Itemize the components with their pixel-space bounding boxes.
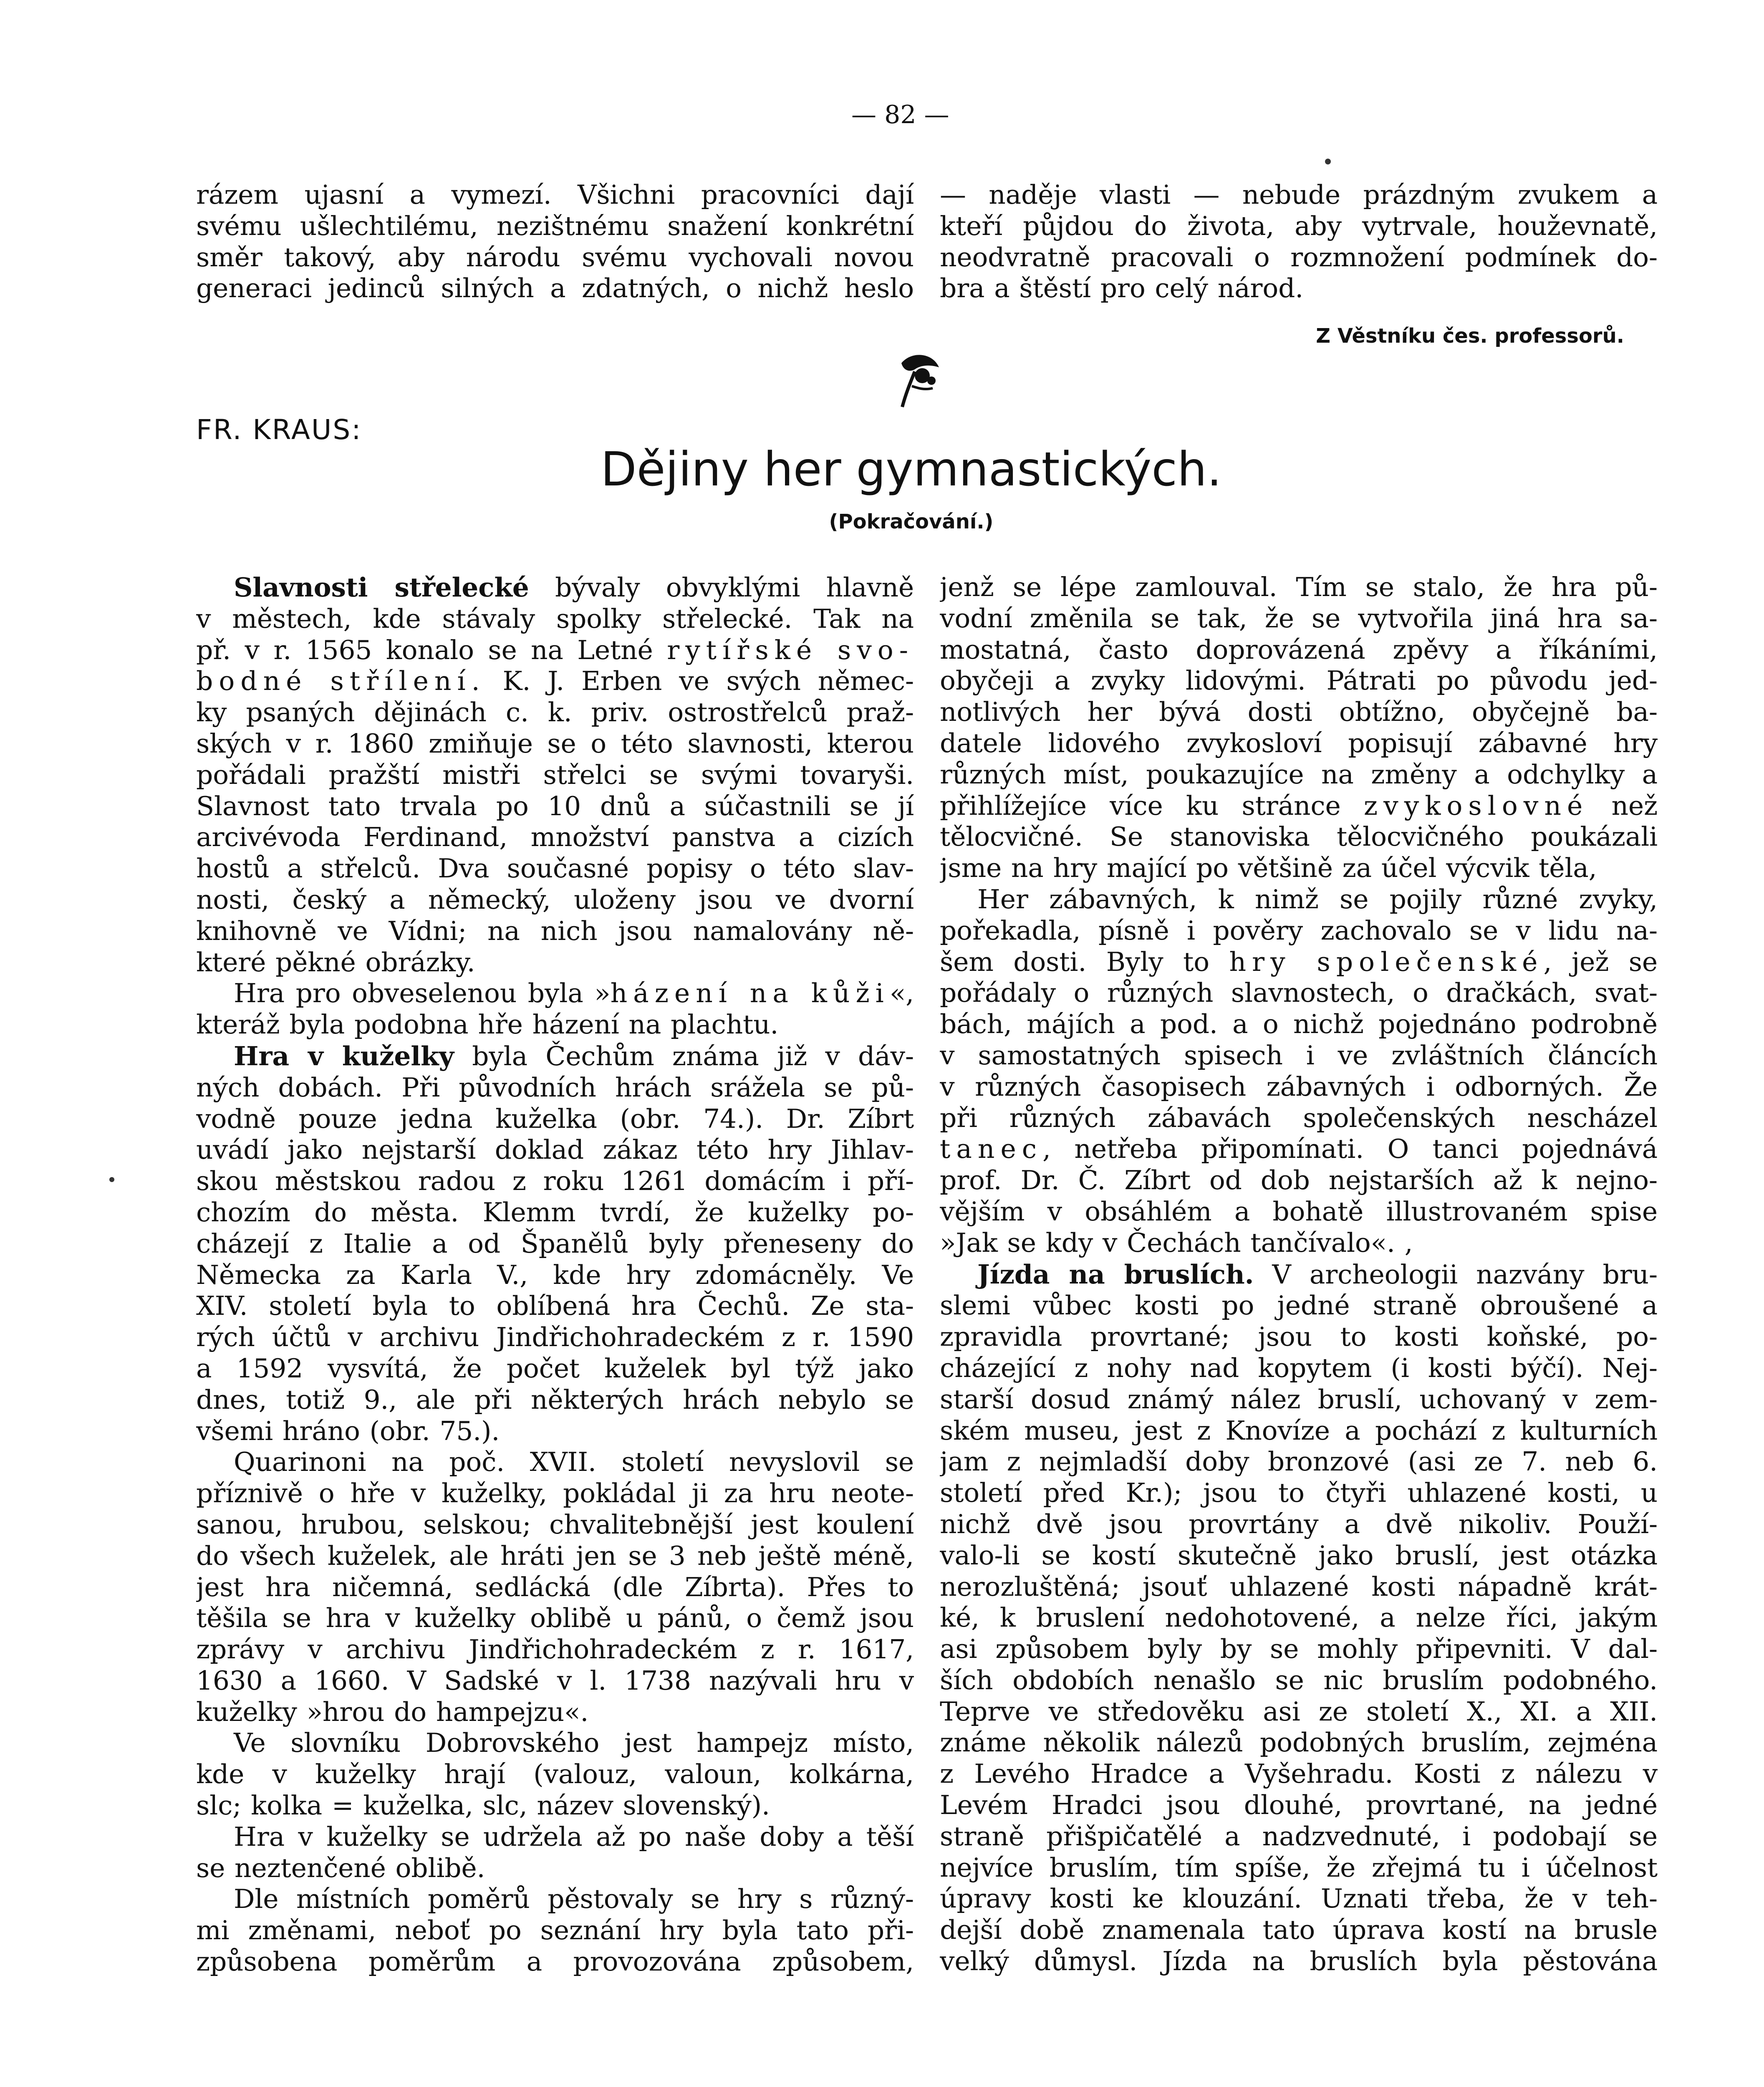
top-left-continuation xyxy=(196,179,914,304)
text-line: skou městskou radou z roku 1261 domácím i pří- xyxy=(196,1166,914,1197)
text-line: Ve slovníku Dobrovského jest hampejz místo, xyxy=(234,1728,914,1759)
text-line: zprávy v archivu Jindřichohradeckém z r. 1617, xyxy=(196,1634,914,1665)
text-line: valo-li se kostí skutečně jako bruslí, jest otázka xyxy=(940,1540,1658,1571)
left-column xyxy=(196,572,914,1978)
text-line: hostů a střelců. Dva současné popisy o této slav- xyxy=(196,853,914,884)
text-line: kteráž byla podobna hře házení na plachtu. xyxy=(196,1009,779,1040)
text-line: tělocvičné. Se stanoviska tělocvičného poukázali xyxy=(940,821,1658,852)
text-line: vějším v obsáhlém a bohatě illustrovaném spise xyxy=(940,1196,1658,1227)
text-line: známe několik nálezů podobných bruslím, zejména xyxy=(940,1727,1658,1758)
text-line: neodvratně pracovali o rozmnožení podmínek do- xyxy=(940,242,1658,273)
text-line: při různých zábavách společenských nescházel xyxy=(940,1102,1658,1133)
text-line: kteří půjdou do života, aby vytrvale, houževnatě, xyxy=(940,210,1658,241)
text-line: různých míst, poukazujíce na změny a odchylky a xyxy=(940,759,1658,790)
text-line: Slavnost tato trvala po 10 dnů a súčastnili se jí xyxy=(196,791,914,821)
text-line: mostatná, často doprovázená zpěvy a říkáními, xyxy=(940,634,1658,665)
text-line: nichž dvě jsou provrtány a dvě nikoliv. Použí- xyxy=(940,1508,1658,1539)
text-line: století před Kr.); jsou to čtyři uhlazené kosti, u xyxy=(940,1478,1658,1508)
text-line: dejší době znamenala tato úprava kostí na brusle xyxy=(940,1915,1658,1946)
text-line: sanou, hrubou, selskou; chvalitebnější jest koulení xyxy=(196,1509,914,1540)
subtitle: (Pokračování.) xyxy=(829,510,994,533)
text-line: Her zábavných, k nimž se pojily různé zvyky, xyxy=(977,884,1658,915)
text-line: a 1592 vysvítá, že počet kuželek byl týž jako xyxy=(196,1353,914,1384)
text-line: pořádaly o různých slavnostech, o dračkách, svat- xyxy=(940,978,1658,1008)
text-line: všemi hráno (obr. 75.). xyxy=(196,1415,500,1446)
text-line: šem dosti. Byly to hry společenské, jež se xyxy=(940,946,1658,977)
text-line: svému ušlechtilému, nezištnému snažení konkrétní xyxy=(196,210,914,241)
text-line: jenž se lépe zamlouval. Tím se stalo, že hra pů- xyxy=(940,572,1658,602)
text-line: generaci jedinců silných a zdatných, o nichž heslo xyxy=(196,273,914,304)
text-line: ných dobách. Při původních hrách srážela se pů- xyxy=(196,1072,914,1103)
text-line: pořádali pražští mistři střelci se svými tovaryši. xyxy=(196,759,914,790)
author: FR. KRAUS: xyxy=(196,414,362,446)
text-line: ké, k bruslení nedohotovené, a nelze říci, jakým xyxy=(940,1602,1658,1633)
text-line: jam z nejmladší doby bronzové (asi ze 7. neb 6. xyxy=(940,1446,1658,1477)
text-line: kuželky »hrou do hampejzu«. xyxy=(196,1696,589,1727)
text-line: Teprve ve středověku asi ze století X., XI. a XII. xyxy=(940,1696,1658,1727)
text-line: Hra v kuželky se udržela až po naše doby a těší xyxy=(234,1821,914,1852)
text-line: cházejí z Italie a od Španělů byly přeneseny do xyxy=(196,1228,914,1259)
text-line: mi změnami, neboť po seznání hry byla tato při- xyxy=(196,1915,914,1946)
text-line: uvádí jako nejstarší doklad zákaz této hry Jihlav- xyxy=(196,1134,914,1165)
text-line: — naděje vlasti — nebude prázdným zvukem a xyxy=(940,179,1658,210)
text-line: datele lidového zvykosloví popisují zábavné hry xyxy=(940,728,1658,758)
text-line: bodné střílení. K. J. Erben ve svých němec- xyxy=(196,666,914,697)
text-line: rých účtů v archivu Jindřichohradeckém z r. 1590 xyxy=(196,1322,914,1353)
scan-speck xyxy=(109,1177,114,1182)
text-line: chozím do města. Klemm tvrdí, že kuželky po- xyxy=(196,1197,914,1228)
text-line: Dle místních poměrů pěstovaly se hry s různý- xyxy=(234,1884,914,1915)
text-line: obyčeji a zvyky lidovými. Pátrati po původu jed- xyxy=(940,665,1658,696)
text-line: způsobena poměrům a provozována způsobem, xyxy=(196,1946,914,1977)
text-line: v různých časopisech zábavných i odborných. Že xyxy=(940,1071,1658,1102)
text-line: ském museu, jest z Knovíze a pochází z kulturních xyxy=(940,1415,1658,1446)
text-line: pořekadla, písně i pověry zachovalo se v lidu na- xyxy=(940,915,1658,946)
text-line: Německa za Karla V., kde hry zdomácněly. Ve xyxy=(196,1259,914,1290)
text-line: Levém Hradci jsou dlouhé, provrtané, na jedné xyxy=(940,1790,1658,1821)
text-line: příznivě o hře v kuželky, pokládal ji za hru neote- xyxy=(196,1478,914,1509)
section-lead: Slavnosti střelecké xyxy=(234,572,529,603)
top-right-continuation xyxy=(940,179,1658,304)
text-line: nosti, český a německý, uloženy jsou ve dvorní xyxy=(196,884,914,915)
text-line: zpravidla provrtané; jsou to kosti koňské, po- xyxy=(940,1321,1658,1352)
text-line: bra a štěstí pro celý národ. xyxy=(940,273,1304,304)
text-line: Quarinoni na poč. XVII. století nevyslovil se xyxy=(234,1447,914,1478)
text-line: »Jak se kdy v Čechách tančívalo«. , xyxy=(940,1227,1413,1258)
text-line: nejvíce bruslím, tím spíše, že zřejmá tu i účelnost xyxy=(940,1852,1658,1883)
text-line: knihovně ve Vídni; na nich jsou namalovány ně- xyxy=(196,915,914,946)
text-line: ky psaných dějinách c. k. priv. ostrostřelců praž- xyxy=(196,697,914,728)
right-column xyxy=(940,572,1658,1977)
text-line: notlivých her bývá dosti obtížno, obyčejně ba- xyxy=(940,697,1658,728)
text-line: cházející z nohy nad kopytem (i kosti býčí). Nej- xyxy=(940,1352,1658,1383)
text-line: nerozluštěná; jsouť uhlazené kosti nápadně krát- xyxy=(940,1571,1658,1602)
text-line: bách, májích a pod. a o nichž pojednáno podrobně xyxy=(940,1009,1658,1040)
text-line: jest hra ničemná, sedlácká (dle Zíbrta). Přes to xyxy=(196,1572,914,1602)
text-line: prof. Dr. Č. Zíbrt od dob nejstarších až k nejno- xyxy=(940,1165,1658,1196)
text-line: přihlížejíce více ku stránce zvykoslovné než xyxy=(940,790,1658,821)
text-line: v městech, kde stávaly spolky střelecké. Tak na xyxy=(196,603,914,634)
text-line: slemi vůbec kosti po jedné straně obroušené a xyxy=(940,1290,1658,1321)
page-number: — 82 — xyxy=(851,100,949,129)
text-line: se neztenčené oblibě. xyxy=(196,1852,485,1883)
text-line: kde v kuželky hrají (valouz, valoun, kolkárna, xyxy=(196,1759,914,1790)
text-line: rázem ujasní a vymezí. Všichni pracovníci dají xyxy=(196,179,914,210)
text-line: ších obdobích nenašlo se nic bruslím podobného. xyxy=(940,1665,1658,1695)
text-line: z Levého Hradce a Vyšehradu. Kosti z nálezu v xyxy=(940,1759,1658,1789)
text-line: př. v r. 1565 konalo se na Letné rytířské svo- xyxy=(196,634,914,665)
text-line: 1630 a 1660. V Sadské v l. 1738 nazývali hru v xyxy=(196,1665,914,1696)
text-line: vodní změnila se tak, že se vytvořila jiná hra sa- xyxy=(940,603,1658,634)
text-line: velký důmysl. Jízda na bruslích byla pěstována xyxy=(940,1946,1658,1977)
page-title: Dějiny her gymnastických. xyxy=(601,442,1222,497)
text-line: tanec, netřeba připomínati. O tanci pojednává xyxy=(940,1134,1658,1165)
text-line: Jízda na bruslích. V archeologii nazvány bru- xyxy=(977,1258,1658,1290)
text-line: do všech kuželek, ale hráti jen se 3 neb ještě méně, xyxy=(196,1540,914,1571)
text-line: které pěkné obrázky. xyxy=(196,947,475,978)
text-line: starší dosud známý nález bruslí, uchovaný v zem- xyxy=(940,1384,1658,1415)
text-line: vodně pouze jedna kuželka (obr. 74.). Dr. Zíbrt xyxy=(196,1103,914,1134)
scan-speck xyxy=(1325,159,1331,164)
text-line: úpravy kosti ke klouzání. Uznati třeba, že v teh- xyxy=(940,1883,1658,1914)
text-line: Hra v kuželky byla Čechům známa již v dáv- xyxy=(234,1040,914,1071)
source-attribution: Z Věstníku čes. professorů. xyxy=(1316,324,1624,348)
text-line: v samostatných spisech i ve zvláštních článcích xyxy=(940,1040,1658,1071)
section-lead: Jízda na bruslích. xyxy=(977,1258,1254,1290)
section-lead: Hra v kuželky xyxy=(234,1040,454,1071)
text-line: jsme na hry mající po většině za účel výcvik těla, xyxy=(940,853,1597,884)
text-line: slc; kolka = kuželka, slc, název slovenský). xyxy=(196,1790,770,1821)
text-line: dnes, totiž 9., ale při některých hrách nebylo se xyxy=(196,1384,914,1415)
text-line: Slavnosti střelecké bývaly obvyklými hlavně xyxy=(234,572,914,603)
text-line: těšila se hra v kuželky oblibě u pánů, o čemž jsou xyxy=(196,1603,914,1634)
text-line: asi způsobem byly by se mohly připevniti. V dal- xyxy=(940,1634,1658,1665)
floral-ornament-icon xyxy=(893,346,943,409)
text-line: směr takový, aby národu svému vychovali novou xyxy=(196,242,914,273)
text-line: ských v r. 1860 zmiňuje se o této slavnosti, kterou xyxy=(196,728,914,759)
text-line: XIV. století byla to oblíbená hra Čechů. Ze sta- xyxy=(196,1291,914,1321)
text-line: Hra pro obveselenou byla »házení na kůži«, xyxy=(234,978,914,1009)
text-line: straně přišpičatělé a nadzvednuté, i podobají se xyxy=(940,1821,1658,1852)
text-line: arcivévoda Ferdinand, množství panstva a cizích xyxy=(196,822,914,853)
